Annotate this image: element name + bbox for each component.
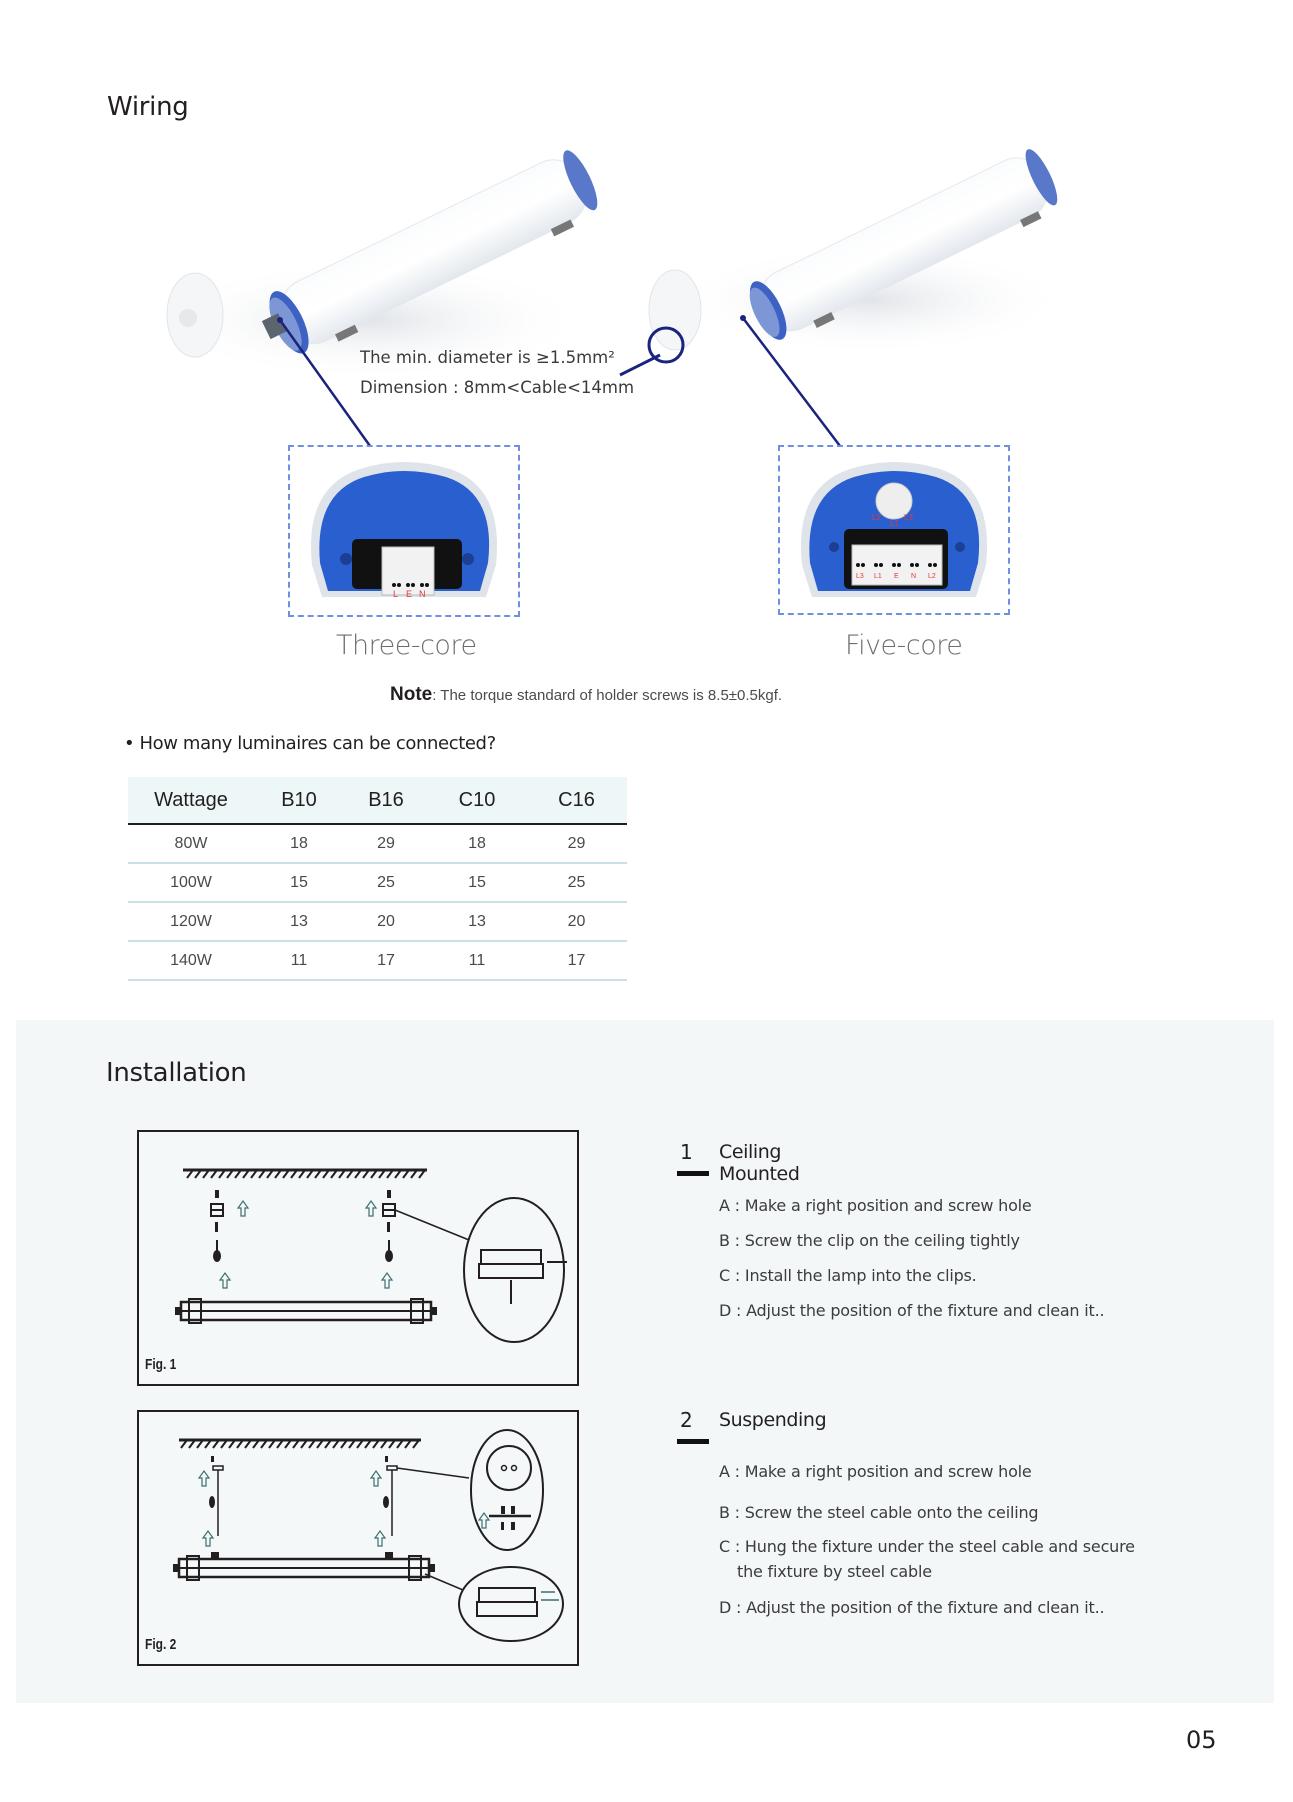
terminal-label-l3: L3 xyxy=(856,573,864,580)
step-1-underline xyxy=(677,1171,709,1176)
selector-label-l2: L2 xyxy=(872,513,881,522)
three-core-pointer-dot xyxy=(277,317,283,323)
step-2-line-c: C : Hung the fixture under the steel cable and secure xyxy=(719,1537,1135,1556)
cell-b16: 25 xyxy=(344,863,428,902)
cable-dimension-text: Dimension : 8mm<Cable<14mm xyxy=(360,378,635,397)
five-core-pointer-dot xyxy=(740,315,746,321)
table-row xyxy=(128,941,627,980)
cell-c10: 11 xyxy=(428,941,526,980)
cell-c10: 13 xyxy=(428,902,526,941)
cell-c10: 15 xyxy=(428,863,526,902)
page-number: 05 xyxy=(1186,1726,1217,1754)
terminal-label-n: N xyxy=(419,589,426,599)
cell-c16: 29 xyxy=(526,824,627,863)
cell-b10: 18 xyxy=(254,824,344,863)
wiring-title: Wiring xyxy=(107,92,189,122)
step-1-title: Ceiling Mounted xyxy=(719,1141,800,1185)
cell-wattage: 120W xyxy=(128,902,254,941)
cable-gland-highlight-circle xyxy=(649,328,683,362)
column-header-c16: C16 xyxy=(526,777,627,824)
terminal-label-l1: L1 xyxy=(874,573,882,580)
cell-wattage: 80W xyxy=(128,824,254,863)
terminal-label-e: E xyxy=(406,589,413,599)
step-2-underline xyxy=(677,1439,709,1444)
step-2-title: Suspending xyxy=(719,1409,827,1431)
table-header-row xyxy=(128,777,627,824)
cell-c16: 20 xyxy=(526,902,627,941)
step-1-line-b: B : Screw the clip on the ceiling tightly xyxy=(719,1231,1020,1250)
step-1-line-d: D : Adjust the position of the fixture and clean it.. xyxy=(719,1301,1105,1320)
cell-wattage: 100W xyxy=(128,863,254,902)
five-core-detail-box xyxy=(778,445,1010,615)
step-2-line-c-continued: the fixture by steel cable xyxy=(737,1562,932,1581)
column-header-c10: C10 xyxy=(428,777,526,824)
cell-b10: 13 xyxy=(254,902,344,941)
luminaires-question: • How many luminaires can be connected? xyxy=(124,733,496,754)
step-1-number: 1 xyxy=(680,1140,693,1164)
three-core-terminal-image xyxy=(290,447,518,615)
five-core-label: Five-core xyxy=(845,630,963,661)
cell-b16: 17 xyxy=(344,941,428,980)
cell-b16: 29 xyxy=(344,824,428,863)
torque-note xyxy=(390,684,782,706)
step-2-line-b: B : Screw the steel cable onto the ceiling xyxy=(719,1503,1039,1522)
step-1-line-c: C : Install the lamp into the clips. xyxy=(719,1266,977,1285)
column-header-b10: B10 xyxy=(254,777,344,824)
figure-1-ceiling-mounted xyxy=(137,1130,579,1386)
three-core-label: Three-core xyxy=(336,630,477,661)
terminal-label-l2: L2 xyxy=(928,573,936,580)
three-core-detail-box xyxy=(288,445,520,617)
min-diameter-text: The min. diameter is ≥1.5mm² xyxy=(360,348,615,367)
table-row xyxy=(128,902,627,941)
five-core-pointer-line xyxy=(743,318,840,446)
cell-c16: 17 xyxy=(526,941,627,980)
five-core-terminal-image xyxy=(780,447,1008,613)
cell-b10: 11 xyxy=(254,941,344,980)
figure-2-label: Fig. 2 xyxy=(145,1636,177,1653)
cell-b16: 20 xyxy=(344,902,428,941)
note-prefix: Note xyxy=(390,684,433,705)
cell-b10: 15 xyxy=(254,863,344,902)
luminaires-table xyxy=(128,777,627,981)
cell-wattage: 140W xyxy=(128,941,254,980)
cable-spec-callout xyxy=(360,343,634,403)
cell-c10: 18 xyxy=(428,824,526,863)
column-header-wattage: Wattage xyxy=(128,777,254,824)
step-2-line-a: A : Make a right position and screw hole xyxy=(719,1462,1032,1481)
installation-title: Installation xyxy=(106,1058,247,1088)
cell-c16: 25 xyxy=(526,863,627,902)
step-1-line-a: A : Make a right position and screw hole xyxy=(719,1196,1032,1215)
step-2-line-d: D : Adjust the position of the fixture and clean it.. xyxy=(719,1598,1105,1617)
ceiling-mount-diagram xyxy=(139,1132,577,1384)
column-header-b16: B16 xyxy=(344,777,428,824)
selector-label-l1: L1 xyxy=(890,519,899,528)
suspending-diagram xyxy=(139,1412,577,1664)
figure-1-label: Fig. 1 xyxy=(145,1356,177,1373)
table-row xyxy=(128,863,627,902)
selector-label-l3: L3 xyxy=(904,513,913,522)
note-text: : The torque standard of holder screws is 8.5±0.5kgf. xyxy=(432,687,783,704)
terminal-label-l: L xyxy=(393,589,399,599)
terminal-label-n: N xyxy=(911,573,917,580)
table-row xyxy=(128,824,627,863)
terminal-label-e: E xyxy=(894,573,899,580)
step-2-number: 2 xyxy=(680,1408,693,1432)
three-core-pointer-line xyxy=(280,320,370,446)
figure-2-suspending xyxy=(137,1410,579,1666)
callout-lines xyxy=(0,0,1293,460)
